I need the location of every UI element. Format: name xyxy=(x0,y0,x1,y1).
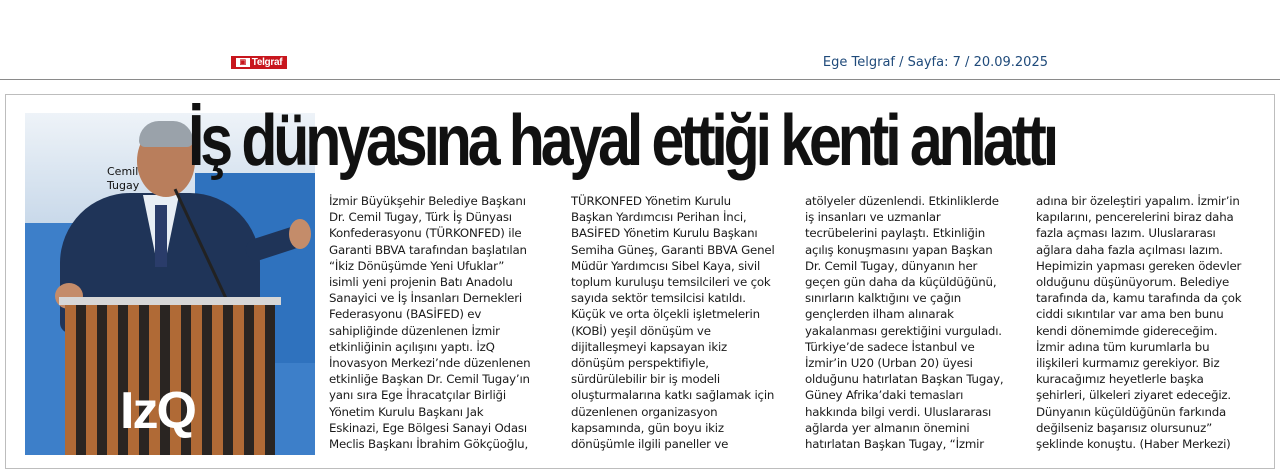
body-line: Müdür Yardımcısı Sibel Kaya, sivil xyxy=(571,258,761,273)
body-line: Semiha Güneş, Garanti BBVA Genel xyxy=(571,242,775,257)
logo-text: Telgraf xyxy=(251,57,283,68)
body-line: geçen gün daha da küçüldüğünü, xyxy=(805,275,997,290)
article-headline: İş dünyasına hayal ettiği kenti anlattı xyxy=(188,101,1056,181)
body-line: Dr. Cemil Tugay, Türk İş Dünyası xyxy=(329,210,512,225)
izq-sign: IzQ xyxy=(120,382,195,440)
newspaper-logo xyxy=(231,56,287,69)
body-line: açılış konuşmasını yapan Başkan xyxy=(805,242,993,257)
body-line: etkinliğe Başkan Dr. Cemil Tugay’ın xyxy=(329,372,530,387)
logo-mark-icon: ▣ xyxy=(236,58,250,67)
page-number: 7 xyxy=(952,55,961,70)
body-line: gençlerden ilham alınarak xyxy=(805,307,954,322)
body-line: Başkan Yardımcısı Perihan İnci, xyxy=(571,210,747,225)
body-line: kapsamında, gün boyu ikiz xyxy=(571,420,724,435)
body-line: İzmir Büyükşehir Belediye Başkanı xyxy=(329,194,526,208)
speaker-hair xyxy=(139,121,193,147)
article-column-1 xyxy=(329,193,555,452)
body-line: Meclis Başkanı İbrahim Gökçüoğlu, xyxy=(329,437,529,452)
page-label: Sayfa xyxy=(907,55,945,70)
body-line: kendi dönemimde gidereceğim. xyxy=(1036,323,1218,338)
body-line: hatırlatan Başkan Tugay, “İzmir xyxy=(805,437,984,452)
article-column-4 xyxy=(1036,193,1262,452)
body-line: olduğunu düşünüyorum. Belediye xyxy=(1036,275,1230,290)
body-line: adına bir özeleştiri yapalım. İzmir’in xyxy=(1036,194,1240,208)
page-header xyxy=(0,0,1280,80)
body-line: Eskinazi, Ege Bölgesi Sanayi Odası xyxy=(329,420,527,435)
body-line: tarafında da, kamu tarafında da çok xyxy=(1036,291,1242,306)
body-line: İzmir adına tüm kurumlarla bu xyxy=(1036,339,1210,354)
body-line: ağlarda yer almanın önemini xyxy=(805,420,970,435)
body-line: Güney Afrika’daki temasları xyxy=(805,388,964,403)
header-divider xyxy=(0,79,1280,80)
body-line: Garanti BBVA tarafından başlatılan xyxy=(329,242,527,257)
body-line: TÜRKONFED Yönetim Kurulu xyxy=(571,194,731,208)
body-line: dijitalleşmeyi kapsayan ikiz xyxy=(571,339,728,354)
article-clipping xyxy=(5,94,1275,469)
body-line: Türkiye’de sadece İstanbul ve xyxy=(805,339,975,354)
body-line: Sanayici ve İş İnsanları Dernekleri xyxy=(329,291,522,306)
article-body xyxy=(329,193,1249,458)
body-line: olduğunu hatırlatan Başkan Tugay, xyxy=(805,372,1004,387)
publication-date: 20.09.2025 xyxy=(973,55,1048,70)
body-line: etkinliğinin açılışını yaptı. İzQ xyxy=(329,339,495,354)
podium-top xyxy=(59,297,281,305)
body-line: ciddi sıkıntılar var ama ben bunu xyxy=(1036,307,1224,322)
body-line: (KOBİ) yeşil dönüşüm ve xyxy=(571,323,711,338)
body-line: Federasyonu (BASİFED) ev xyxy=(329,307,482,322)
body-line: İzmir’in U20 (Urban 20) üyesi xyxy=(805,356,973,371)
body-line: sayıda sektör temsilcisi katıldı. xyxy=(571,291,746,306)
body-line: dönüşümle ilgili paneller ve xyxy=(571,437,729,452)
body-line: atölyeler düzenlendi. Etkinliklerde xyxy=(805,194,999,208)
body-line: isimli yeni projenin Batı Anadolu xyxy=(329,275,513,290)
body-line: iş insanları ve uzmanlar xyxy=(805,210,941,225)
body-line: tecrübelerini paylaştı. Etkinliğin xyxy=(805,226,986,241)
speaker-tie xyxy=(155,205,167,267)
article-column-2 xyxy=(571,193,797,452)
body-line: oluşturmalarına katkı sağlamak için xyxy=(571,388,775,403)
body-line: yanı sıra Ege İhracatçılar Birliği xyxy=(329,388,506,403)
body-line: ilişkileri kurmamız gerekiyor. Biz xyxy=(1036,356,1220,371)
body-line: sahipliğinde düzenlenen İzmir xyxy=(329,323,500,338)
body-line: şehirleri, ülkeleri ziyaret edeceğiz. xyxy=(1036,388,1231,403)
body-line: İnovasyon Merkezi’nde düzenlenen xyxy=(329,356,531,371)
body-line: Dünyanın küçüldüğünün farkında xyxy=(1036,404,1227,419)
body-line: toplum kuruluşu temsilcileri ve çok xyxy=(571,275,771,290)
body-line: Hepimizin yapması gereken ödevler xyxy=(1036,258,1242,273)
body-line: Yönetim Kurulu Başkanı Jak xyxy=(329,404,484,419)
article-column-3 xyxy=(805,193,1031,452)
body-line: Dr. Cemil Tugay, dünyanın her xyxy=(805,258,978,273)
speaker-hand xyxy=(289,219,311,249)
photo-caption: Cemil Tugay xyxy=(107,165,140,192)
publication-name: Ege Telgraf xyxy=(822,55,895,70)
body-line: sürdürülebilir bir iş modeli xyxy=(571,372,720,387)
body-line: BASİFED Yönetim Kurulu Başkanı xyxy=(571,226,758,241)
body-line: fazla açması lazım. Uluslararası xyxy=(1036,226,1216,241)
body-line: “İkiz Dönüşümde Yeni Ufuklar” xyxy=(329,258,505,273)
body-line: ağlara daha fazla açılması lazım. xyxy=(1036,242,1223,257)
publication-info: Ege Telgraf / Sayfa: 7 / 20.09.2025 xyxy=(822,55,1048,70)
body-line: düzenlenen organizasyon xyxy=(571,404,718,419)
body-line: dönüşüm perspektifiyle, xyxy=(571,356,709,371)
body-line: şeklinde konuştu. (Haber Merkezi) xyxy=(1036,437,1231,452)
body-line: kuracağımız heyetlerle başka xyxy=(1036,372,1204,387)
body-line: değilseniz başarısız olursunuz” xyxy=(1036,420,1212,435)
body-line: Küçük ve orta ölçekli işletmelerin xyxy=(571,307,760,322)
body-line: sınırların kalktığını ve çağın xyxy=(805,291,961,306)
body-line: hakkında bilgi verdi. Uluslararası xyxy=(805,404,992,419)
body-line: kapılarını, pencerelerini biraz daha xyxy=(1036,210,1234,225)
body-line: Konfederasyonu (TÜRKONFED) ile xyxy=(329,226,522,241)
body-line: yakalanması gerektiğini vurguladı. xyxy=(805,323,1002,338)
